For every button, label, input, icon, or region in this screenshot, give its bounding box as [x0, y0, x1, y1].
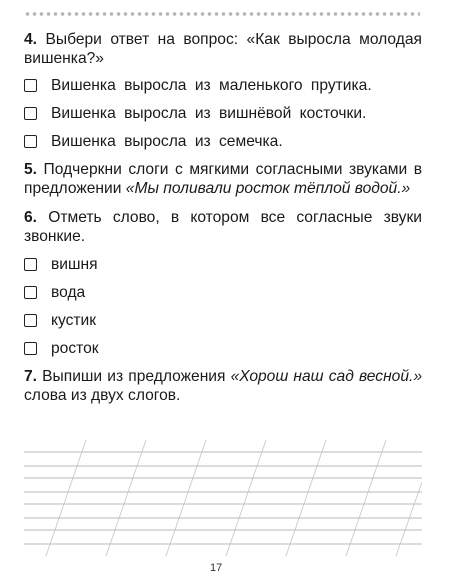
q6-option-2[interactable]	[24, 283, 422, 302]
q4-option-2[interactable]	[24, 104, 422, 123]
q6-option-3[interactable]	[24, 311, 422, 330]
question-5-number: 5.	[24, 161, 38, 178]
question-7-number: 7.	[24, 368, 38, 385]
q6-option-4-label: росток	[51, 340, 99, 357]
question-5	[24, 160, 422, 198]
question-5-text: Подчеркни слоги с мягкими согласными звуками в предложении	[24, 161, 422, 197]
checkbox[interactable]	[24, 286, 37, 299]
checkbox[interactable]	[24, 342, 37, 355]
writing-lines[interactable]	[24, 440, 422, 560]
q4-option-1-label: Вишенка выросла из маленького прутика.	[51, 77, 372, 94]
q6-option-3-label: кустик	[51, 312, 97, 329]
question-4-number: 4.	[24, 31, 38, 48]
q6-option-1[interactable]	[24, 255, 422, 274]
checkbox[interactable]	[24, 258, 37, 271]
q4-option-1[interactable]	[24, 76, 422, 95]
checkbox[interactable]	[24, 107, 37, 120]
q4-option-2-label: Вишенка выросла из вишнёвой косточки.	[51, 105, 367, 122]
checkbox[interactable]	[24, 314, 37, 327]
question-4	[24, 30, 422, 68]
q4-option-3[interactable]	[24, 132, 422, 151]
question-6-number: 6.	[24, 209, 38, 226]
q6-option-4[interactable]	[24, 339, 422, 358]
question-7-text-before: Выпиши из предложения	[42, 368, 231, 385]
question-7	[24, 367, 422, 405]
checkbox[interactable]	[24, 79, 37, 92]
question-5-sentence: «Мы поливали росток тёплой водой.»	[125, 180, 411, 197]
q6-option-1-label: вишня	[51, 256, 98, 273]
question-7-sentence: «Хорош наш сад весной.»	[230, 368, 422, 385]
question-4-text: Выбери ответ на вопрос: «Как выросла молодая вишенка?»	[24, 31, 422, 67]
checkbox[interactable]	[24, 135, 37, 148]
dotted-divider	[24, 11, 420, 17]
question-6	[24, 208, 422, 246]
worksheet	[24, 30, 422, 405]
question-6-text: Отметь слово, в котором все согласные звуки звонкие.	[24, 209, 422, 245]
q6-option-2-label: вода	[51, 284, 86, 301]
q4-option-3-label: Вишенка выросла из семечка.	[51, 133, 283, 150]
question-7-text-after: слова из двух слогов.	[24, 387, 181, 404]
page-number: 17	[210, 562, 223, 574]
